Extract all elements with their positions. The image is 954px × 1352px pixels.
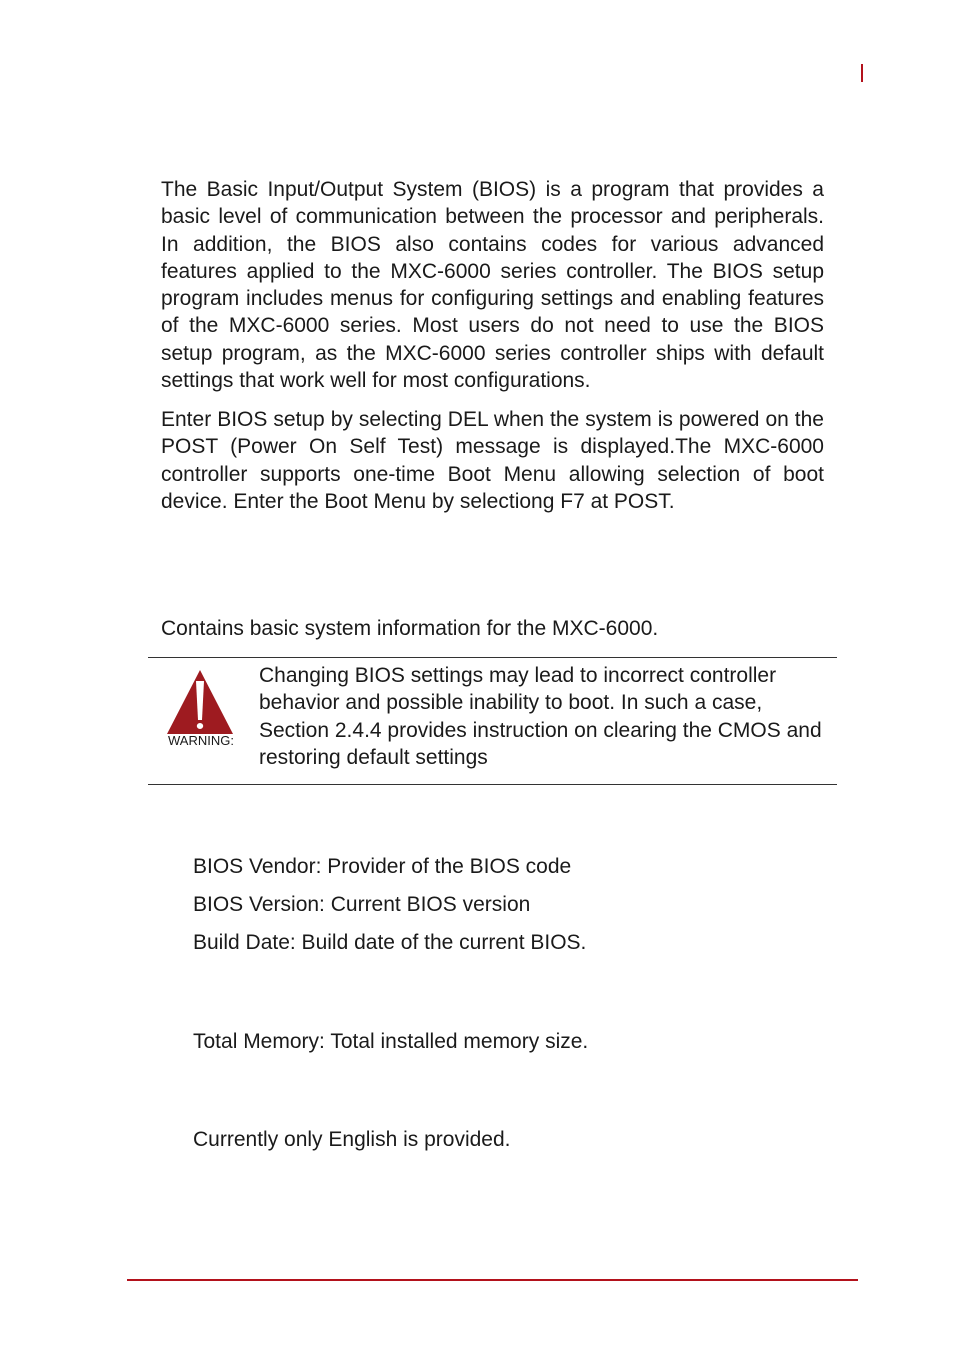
warning-text: Changing BIOS settings may lead to incorrect controller behavior and possible inability to boot. In such a case, Section 2.4.4 provides instruction on clearing the CMOS and restoring default settings xyxy=(259,664,822,769)
total-memory-item: Total Memory: Total installed memory size. xyxy=(193,1030,589,1053)
intro-paragraph-2: Enter BIOS setup by selecting DEL when the system is powered on the POST (Power On Self Test) message is displayed.The MXC-6000 controller supports one-time Boot Menu allowing selection of boot device. Enter the Boot Menu by selectiong F7 at POST. xyxy=(161,408,824,513)
bios-version-item: BIOS Version: Current BIOS version xyxy=(193,893,531,916)
warning-bottom-rule xyxy=(148,784,837,785)
footer-rule xyxy=(127,1279,858,1281)
intro-paragraph-1: The Basic Input/Output System (BIOS) is a program that provides a basic level of communication between the processor and peripherals. In addition, the BIOS also contains codes for various advanced features applied to the MXC-6000 series controller. The BIOS setup program includes menus for configuring settings and enabling features of the MXC-6000 series. Most users do not need to use the BIOS setup program, as the MXC-6000 series controller ships with default settings that work well for most configurations. xyxy=(161,178,824,393)
system-language-item: Currently only English is provided. xyxy=(193,1128,511,1151)
bios-vendor-item: BIOS Vendor: Provider of the BIOS code xyxy=(193,855,572,878)
warning-top-rule xyxy=(148,657,837,658)
warning-triangle-icon xyxy=(165,668,237,752)
warning-icon-label: WARNING: xyxy=(168,733,234,748)
header-marker xyxy=(861,64,863,82)
build-date-item: Build Date: Build date of the current BIOS. xyxy=(193,931,587,954)
main-section-summary: Contains basic system information for the MXC-6000. xyxy=(161,617,659,640)
